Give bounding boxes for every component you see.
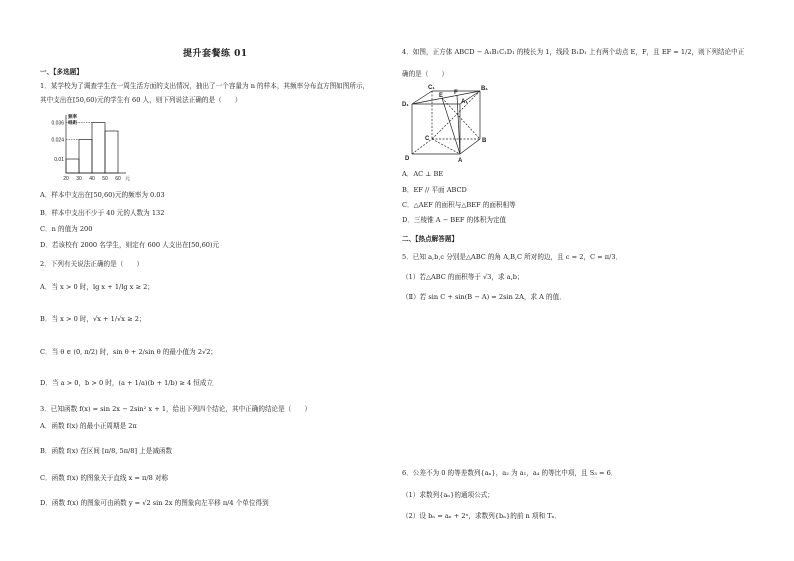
- section-answer-questions: 二、【热点解答题】: [402, 235, 459, 243]
- cube-label: D₁: [402, 102, 409, 108]
- q4-option-c: C．△AEF 的面积与△BEF 的面积相等: [402, 201, 516, 209]
- cube-label: F: [454, 90, 458, 96]
- cube-label: D: [405, 156, 410, 162]
- y-tick-label: 0.01: [54, 157, 64, 163]
- histogram-bar: [79, 139, 92, 173]
- q4-stem-line2: 确的是（ ）: [402, 70, 449, 78]
- cube-label: A₁: [461, 99, 468, 105]
- histogram-bar: [105, 131, 118, 173]
- y-tick-label: 0.036: [51, 120, 64, 127]
- q4-option-d: D．三棱锥 A − BEF 的体积为定值: [402, 216, 507, 224]
- q1-stem-line1: 1．某学校为了调查学生在一周生活方面的支出情况，抽出了一个容量为 n 的样本，其频率分布直方图如图所示，: [40, 82, 370, 90]
- q1-option-b: B．样本中支出不少于 40 元的人数为 132: [40, 209, 165, 217]
- section-multi-choice: 一、【多选题】: [40, 68, 83, 76]
- y-axis-label: 组距: [68, 120, 77, 125]
- histogram-bar: [92, 123, 105, 173]
- cube-label: B₁: [481, 86, 488, 92]
- x-tick-label: 60: [115, 176, 121, 182]
- q1-option-a: A．样本中支出在[50,60)元的频率为 0.03: [40, 191, 165, 199]
- q2-option-b: B．当 x > 0 时，√x + 1/√x ≥ 2；: [40, 315, 146, 323]
- page-title: 提升套餐练 01: [183, 49, 248, 59]
- y-tick-label: 0.024: [51, 137, 64, 144]
- x-tick-label: 20: [63, 176, 69, 182]
- q3-option-c: C．函数 f(x) 的图象关于直线 x = π/8 对称: [40, 474, 169, 482]
- q2-option-a: A．当 x > 0 时，lg x + 1/lg x ≥ 2；: [40, 283, 154, 291]
- q5-part1: （1）若△ABC 的面积等于 √3，求 a,b；: [402, 273, 524, 281]
- x-tick-label: 30: [76, 176, 82, 182]
- q1-option-c: C．n 的值为 200: [40, 225, 93, 233]
- q4-option-a: A．AC ⊥ BE: [402, 170, 444, 178]
- q4-option-b: B．EF // 平面 ABCD: [402, 186, 467, 194]
- x-tick-label: 40: [89, 176, 95, 182]
- q6-part2: （2）设 bₙ = aₙ + 2ⁿ，求数列{bₙ}的前 n 项和 Tₙ．: [402, 512, 562, 520]
- q1-stem-line2: 其中支出在[50,60)元的学生有 60 人，则下列说法正确的是（ ）: [40, 96, 242, 104]
- q6-stem: 6．公差不为 0 的等差数列{aₙ}，a₂ 为 a₁，a₄ 的等比中项，且 S₃ = 6．: [402, 469, 618, 477]
- q3-stem: 3．已知函数 f(x) = sin 2x − 2sin² x + 1，给出下列四个结论，其中正确的结论是（ ）: [40, 405, 312, 413]
- x-tick-label: 50: [102, 176, 108, 182]
- histogram-chart: [40, 113, 140, 185]
- q3-option-d: D．函数 f(x) 的图象可由函数 y = √2 sin 2x 的图象向左平移 π/4 个单位得到: [40, 499, 269, 507]
- cube-label: E: [439, 93, 444, 99]
- histogram-bar: [66, 159, 79, 173]
- cube-label: C₁: [428, 85, 435, 91]
- cube-label: A: [458, 158, 463, 164]
- q1-option-d: D．若该校有 2000 名学生，则定有 600 人支出在[50,60)元: [40, 241, 220, 249]
- y-axis-label: 频率: [68, 114, 77, 119]
- q6-part1: （1）求数列{aₙ}的通项公式；: [402, 491, 494, 499]
- cube-figure: [402, 84, 492, 166]
- x-axis-label: 元: [125, 176, 131, 182]
- q5-part2: （Ⅱ）若 sin C + sin(B − A) = 2sin 2A，求 A 的值．: [402, 293, 566, 301]
- q2-option-c: C．当 θ ∈ (0, π/2) 时，sin θ + 2/sin θ 的最小值为 2√2；: [40, 348, 218, 356]
- q5-stem: 5．已知 a,b,c 分别是△ABC 的角 A,B,C 所对的边，且 c = 2，C = π/3．: [402, 253, 623, 261]
- cube-label: B: [482, 138, 487, 144]
- cube-label: C: [425, 136, 430, 142]
- q3-option-a: A．函数 f(x) 的最小正周期是 2π: [40, 422, 137, 430]
- q2-stem: 2．下列有关说法正确的是（ ）: [40, 260, 144, 268]
- q3-option-b: B．函数 f(x) 在区间 [π/8, 5π/8] 上是减函数: [40, 447, 173, 455]
- q2-option-d: D．当 a > 0，b > 0 时，(a + 1/a)(b + 1/b) ≥ 4 恒成立: [40, 379, 214, 387]
- q4-stem-line1: 4．如图，正方体 ABCD − A₁B₁C₁D₁ 的棱长为 1，线段 B₁D₁ 上有两个动点 E，F，且 EF = 1/2，则下列结论中正: [402, 48, 745, 56]
